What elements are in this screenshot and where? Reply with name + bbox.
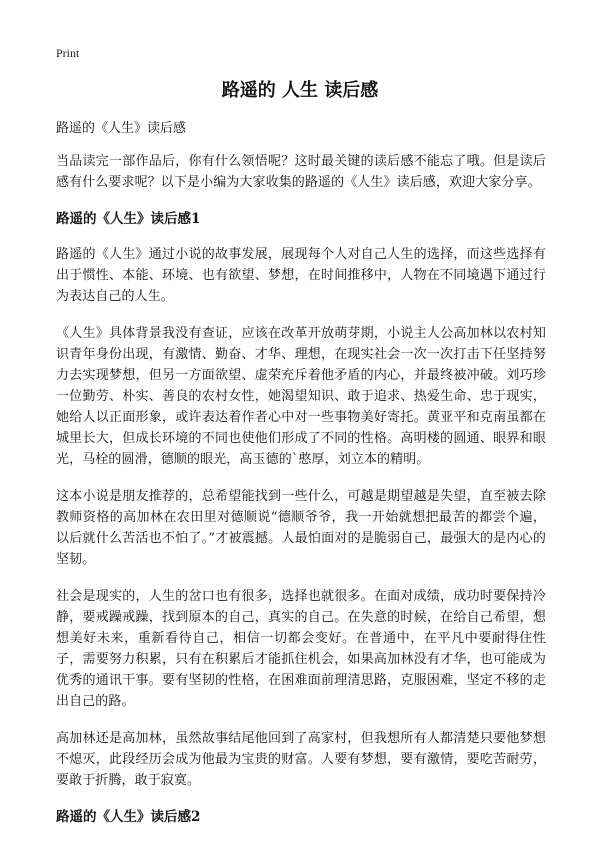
- intro-paragraph: 当品读完一部作品后，你有什么领悟呢？这时最关键的读后感不能忘了哦。但是读后感有什么要求呢？以下是小编为大家收集的路遥的《人生》读后感，欢迎大家分享。: [56, 154, 546, 190]
- page-title: 路遥的 人生 读后感: [221, 80, 379, 101]
- section1-paragraph-5: 高加林还是高加林，虽然故事结尾他回到了高家村，但我想所有人都清楚只要他梦想不熄灭，此段经历会成为他最为宝贵的财富。人要有梦想，要有激情，要吃苦耐劳，要敢于折腾，敢于寂寞。: [56, 731, 546, 788]
- section-heading-1: 路遥的《人生》读后感1: [56, 211, 201, 227]
- print-link[interactable]: Print: [56, 46, 80, 60]
- section1-paragraph-3: 这本小说是朋友推荐的，总希望能找到一些什么，可越是期望越是失望，直至被去除教师资格的高加林在农田里对德顺说“德顺爷爷，我一开始就想把最苦的都尝个遍，以后就什么苦活也不怕了。”才被震撼。人最怕面对的是脆弱自己，最强大的是内心的坚韧。: [56, 489, 546, 567]
- section1-paragraph-4: 社会是现实的，人生的岔口也有很多，选择也就很多。在面对成绩，成功时要保持冷静，要戒躁戒躁，找到原本的自己，真实的自己。在失意的时候，在给自己希望，想想美好未来，重新看待自己，相信一切都会变好。在普通中，在平凡中要耐得住性子，需要努力积累，只有在积累后才能抓住机会，如果高加林没有才华，也可能成为优秀的通讯干事。要有坚韧的性格，在困难面前理清思路，克服困难，坚定不移的走出自己的路。: [56, 589, 546, 709]
- section-heading-2: 路遥的《人生》读后感2: [56, 809, 201, 825]
- article-body: [56, 118, 546, 842]
- article-subtitle: 路遥的《人生》读后感: [56, 121, 187, 136]
- section1-paragraph-2: 《人生》具体背景我没有查证，应该在改革开放萌芽期，小说主人公高加林以农村知识青年身份出现，有激情、勤奋、才华、理想，在现实社会一次一次打击下任坚持努力去实现梦想，但另一方面欲望、虚荣充斥着他矛盾的内心，并最终被冲破。刘巧珍一位勤劳、朴实、善良的农村女性，她渴望知识、敢于追求、热爱生命、忠于现实，她给人以正面形象，或许表达着作者心中对一些事物美好寄托。黄亚平和克南虽都在城里长大，但成长环境的不同也使他们形成了不同的性格。高明楼的圆通、眼界和眼光，马栓的圆滑，德顺的眼光，高玉德的`憨厚，刘立本的精明。: [56, 326, 546, 467]
- section1-paragraph-1: 路遥的《人生》通过小说的故事发展，展现每个人对自己人生的选择，而这些选择有出于惯性、本能、环境、也有欲望、梦想，在时间推移中，人物在不同境遇下通过行为表达自己的人生。: [56, 247, 546, 304]
